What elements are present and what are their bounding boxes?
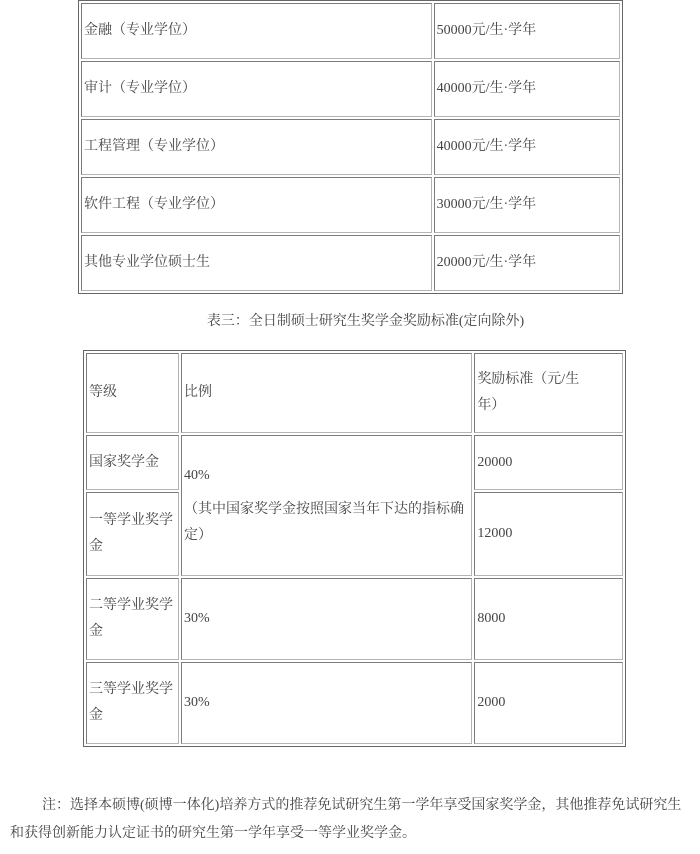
ratio-cell: 30%: [181, 662, 472, 744]
fee-cell: 40000元/生·学年: [434, 61, 620, 117]
footnote-text: 注：选择本硕博(硕博一体化)培养方式的推荐免试研究生第一学年享受国家奖学金，其他推荐免试研究生和获得创新能力认定证书的研究生第一学年享受一等学业奖学金。: [10, 798, 682, 841]
fee-cell: 30000元/生·学年: [434, 177, 620, 233]
standard-cell: 8000: [474, 578, 623, 660]
ratio-cell: 30%: [181, 578, 472, 660]
level-cell: 国家奖学金: [86, 435, 179, 490]
level-cell: 二等学业奖学金: [86, 578, 179, 660]
header-cell-ratio: 比例: [181, 353, 472, 433]
standard-cell: 20000: [474, 435, 623, 490]
table-row: [86, 435, 623, 490]
level-cell: 三等学业奖学金: [86, 662, 179, 744]
table-row: [81, 61, 620, 117]
header-cell-standard: [474, 353, 623, 433]
header-cell-level: 等级: [86, 353, 179, 433]
tuition-fee-table: [78, 0, 623, 294]
fee-cell: 40000元/生·学年: [434, 119, 620, 175]
level-cell: 一等学业奖学金: [86, 492, 179, 576]
table-row: [86, 662, 623, 744]
table3-caption: 表三：全日制硕士研究生奖学金奖励标准(定向除外): [206, 314, 525, 329]
table-row: [86, 578, 623, 660]
table-row: [81, 119, 620, 175]
program-cell: 软件工程（专业学位）: [81, 177, 432, 233]
program-cell: 工程管理（专业学位）: [81, 119, 432, 175]
table-row: [81, 177, 620, 233]
standard-cell: 12000: [474, 492, 623, 576]
table-row: [81, 235, 620, 291]
fee-cell: 50000元/生·学年: [434, 3, 620, 59]
ratio-note-text: （其中国家奖学金按照国家当年下达的指标确定）: [184, 501, 465, 543]
table-row: [81, 3, 620, 59]
scholarship-table: [83, 350, 626, 747]
table-header-row: [86, 353, 623, 433]
fee-cell: 20000元/生·学年: [434, 235, 620, 291]
program-cell: 其他专业学位硕士生: [81, 235, 432, 291]
program-cell: 金融（专业学位）: [81, 3, 432, 59]
standard-cell: 2000: [474, 662, 623, 744]
ratio-percent-text: 40%: [184, 467, 210, 483]
ratio-merged-cell: [181, 435, 472, 576]
program-cell: 审计（专业学位）: [81, 61, 432, 117]
header-standard-text: 奖励标准（元/生年）: [477, 372, 580, 413]
